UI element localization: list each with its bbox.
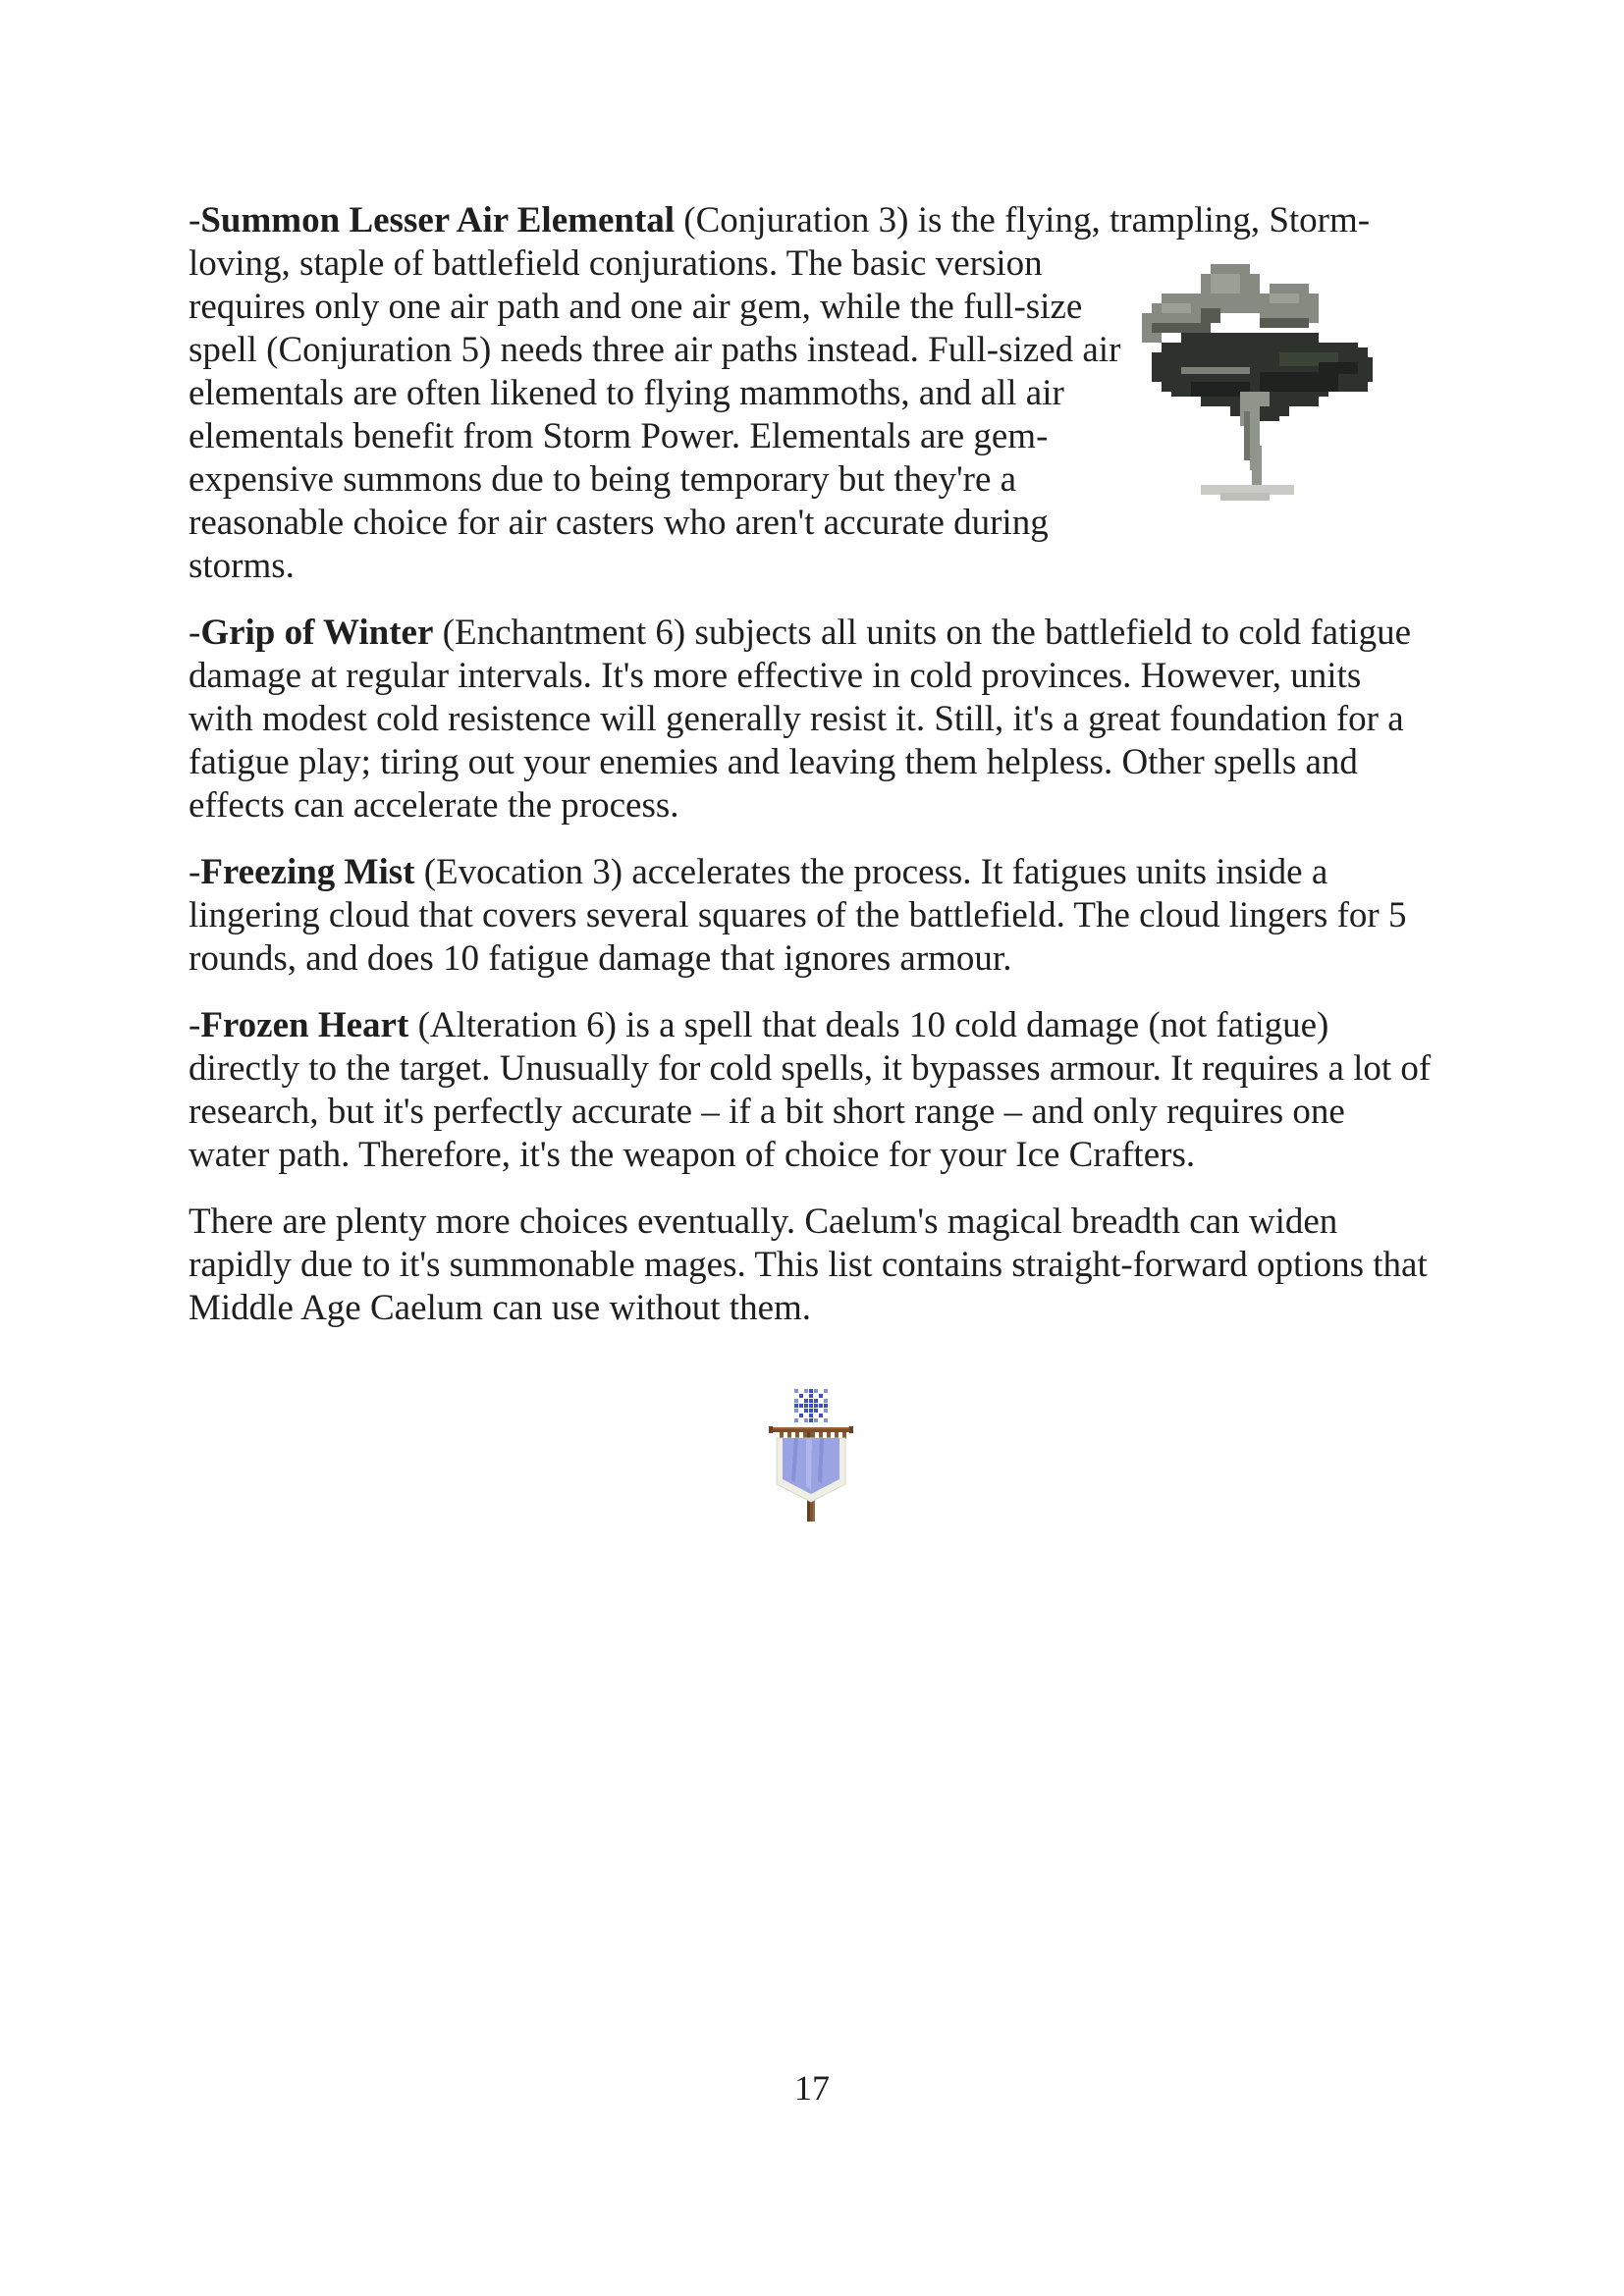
paragraph-frozen-heart (189, 1004, 1434, 1177)
spell-name: Frozen Heart (200, 1005, 409, 1045)
paragraph-body: (Conjuration 3) is the flying, trampling, Storm-loving, staple of battlefield conjurations. The basic version requires only one air path and one air gem, while the full-size spell (Conjuration 5) needs three air paths instead. Full-sized air elementals are often likened to flying mammoths, and all air elementals benefit from Storm Power. Elementals are gem-expensive summons due to being temporary but they're a reasonable choice for air casters who aren't accurate during storms. (189, 200, 1371, 586)
flag-crossbar (769, 1426, 853, 1433)
flag-cloth (777, 1438, 845, 1502)
page-number: 17 (794, 2068, 830, 2108)
air-elemental-figure (1134, 199, 1434, 511)
air-elemental-sprite (1142, 264, 1378, 509)
snowflake-icon (794, 1389, 828, 1422)
spell-dash: - (189, 852, 201, 892)
spell-dash: - (189, 200, 201, 240)
spell-name: Freezing Mist (200, 852, 415, 892)
paragraph-body: (Alteration 6) is a spell that deals 10 cold damage (not fatigue) directly to the target. Unusually for cold spells, it bypasses armour. It requires a lot of research, but it's perfectly accurate – if a bit short range – and only requires one water path. Therefore, it's the weapon of choice for your Ice Crafters. (189, 1005, 1432, 1175)
paragraph-closing (189, 1201, 1434, 1330)
spell-name: Grip of Winter (200, 613, 434, 653)
paragraph-body: (Evocation 3) accelerates the process. It fatigues units inside a lingering cloud that covers several squares of the battlefield. The cloud lingers for 5 rounds, and does 10 fatigue damage that ignores armour. (189, 852, 1407, 979)
caelum-banner-figure (189, 1384, 1434, 1526)
caelum-snowflake-banner (767, 1384, 855, 1522)
paragraph-body: (Enchantment 6) subjects all units on the battlefield to cold fatigue damage at regular intervals. It's more effective in cold provinces. However, units with modest cold resistence will generally resist it. Still, it's a great foundation for a fatigue play; tiring out your enemies and leaving them helpless. Other spells and effects can accelerate the process. (189, 613, 1412, 826)
spell-name: Summon Lesser Air Elemental (200, 200, 676, 240)
spell-dash: - (189, 613, 201, 653)
paragraph-freezing-mist (189, 851, 1434, 981)
paragraph-grip-of-winter (189, 612, 1434, 828)
paragraph-body: There are plenty more choices eventually. Caelum's magical breadth can widen rapidly due to it's summonable mages. This list contains straight-forward options that Middle Age Caelum can use without them. (189, 1201, 1428, 1328)
paragraph-summon-lesser-air-elemental (189, 199, 1434, 588)
document-body (189, 199, 1434, 1526)
spell-dash: - (189, 1005, 201, 1045)
